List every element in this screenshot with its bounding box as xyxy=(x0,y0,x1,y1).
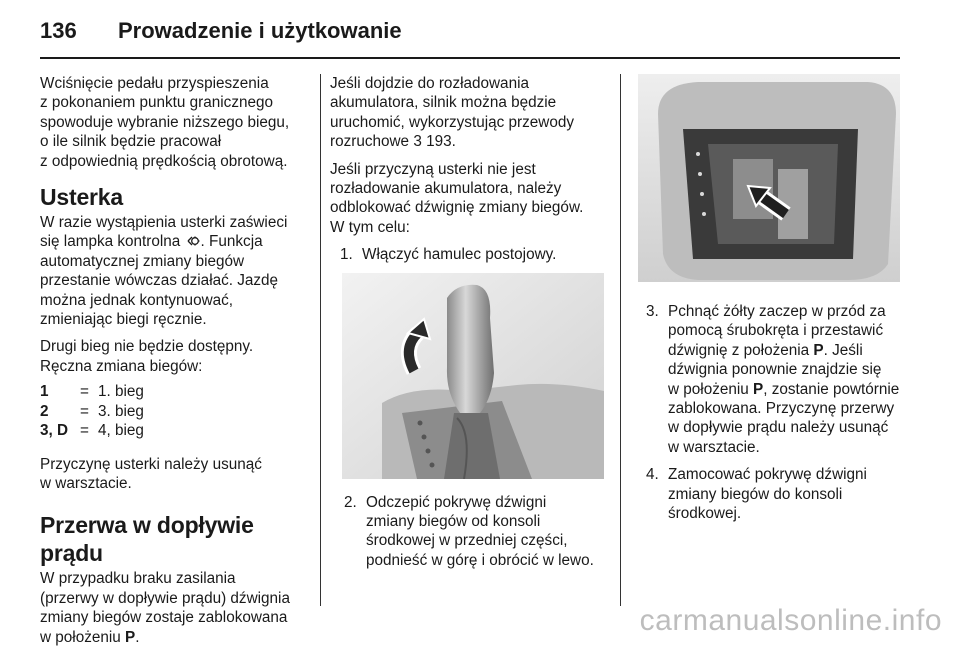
repair-paragraph: Przyczynę usterki należy usunąć w warsztacie. xyxy=(40,455,262,492)
gear-row: 1 = 1. bieg xyxy=(40,383,144,401)
header-rule xyxy=(40,57,900,59)
step-3: 3. Pchnąć żółty zaczep w przód za pomocą śrubokręta i przestawić dźwignię z położenia P. Jeśli dźwignia ponownie znajdzie się w położeniu P, zostanie powtórnie zablokowana. Przyczynę przerwy w dopływie prądu należy usunąć w warsztacie. xyxy=(646,303,900,456)
step-1: 1. Włączyć hamulec postojowy. xyxy=(340,246,557,264)
step-2: 2. Odczepić pokrywę dźwigni zmiany biegów od konsoli środkowej w przedniej części, podnieść w górę i obrócić w lewo. xyxy=(344,493,594,569)
discharge-paragraph: Jeśli dojdzie do rozładowania akumulatora, silnik można będzie uruchomić, wykorzystując przewody rozruchowe 3 193. xyxy=(330,75,574,151)
intro-paragraph: Wciśnięcie pedału przyspieszenia z pokonaniem punktu granicznego spowoduje wybranie niższego biegu, o ile silnik będzie pracował z odpowiednią prędkością obrotową. xyxy=(40,75,290,170)
page-number: 136 xyxy=(40,18,77,43)
shifter-mechanism-illustration xyxy=(638,74,900,282)
power-failure-heading: Przerwa w dopływie prądu xyxy=(40,512,254,567)
column-divider xyxy=(320,74,321,606)
column-divider xyxy=(620,74,621,606)
second-gear-paragraph: Drugi bieg nie będzie dostępny. Ręczna zmiana biegów: xyxy=(40,338,254,375)
column-middle xyxy=(330,74,605,578)
fault-paragraph: W razie wystąpienia usterki zaświeci się lampka kontrolna . Funkcja automatycznej zmiany biegów przestanie wówczas działać. Jazdę można jednak kontynuować, zmieniając biegi ręcznie. xyxy=(40,214,288,329)
unlock-paragraph: Jeśli przyczyną usterki nie jest rozładowanie akumulatora, należy odblokować dźwignię zmiany biegów. W tym celu: xyxy=(330,160,584,236)
reference-arrow-icon: 3 xyxy=(413,133,422,151)
column-right xyxy=(638,74,900,531)
page-header xyxy=(40,18,402,48)
gear-lever-photo xyxy=(342,273,604,479)
shifter-mechanism-photo xyxy=(638,74,900,282)
step-4: 4. Zamocować pokrywę dźwigni zmiany biegów do konsoli środkowej. xyxy=(646,466,867,523)
gear-row: 3, D = 4, bieg xyxy=(40,422,144,440)
watermark: carmanualsonline.info xyxy=(639,604,942,637)
page-title: Prowadzenie i użytkowanie xyxy=(118,18,402,43)
fault-heading: Usterka xyxy=(40,184,123,211)
transmission-warning-icon xyxy=(185,234,201,248)
column-left xyxy=(40,74,308,655)
gear-row: 2 = 3. bieg xyxy=(40,402,144,420)
power-failure-paragraph: W przypadku braku zasilania (przerwy w dopływie prądu) dźwignia zmiany biegów zostaje zablokowana w położeniu P. xyxy=(40,570,290,646)
gear-lever-illustration xyxy=(342,273,604,479)
gear-table xyxy=(40,382,308,440)
